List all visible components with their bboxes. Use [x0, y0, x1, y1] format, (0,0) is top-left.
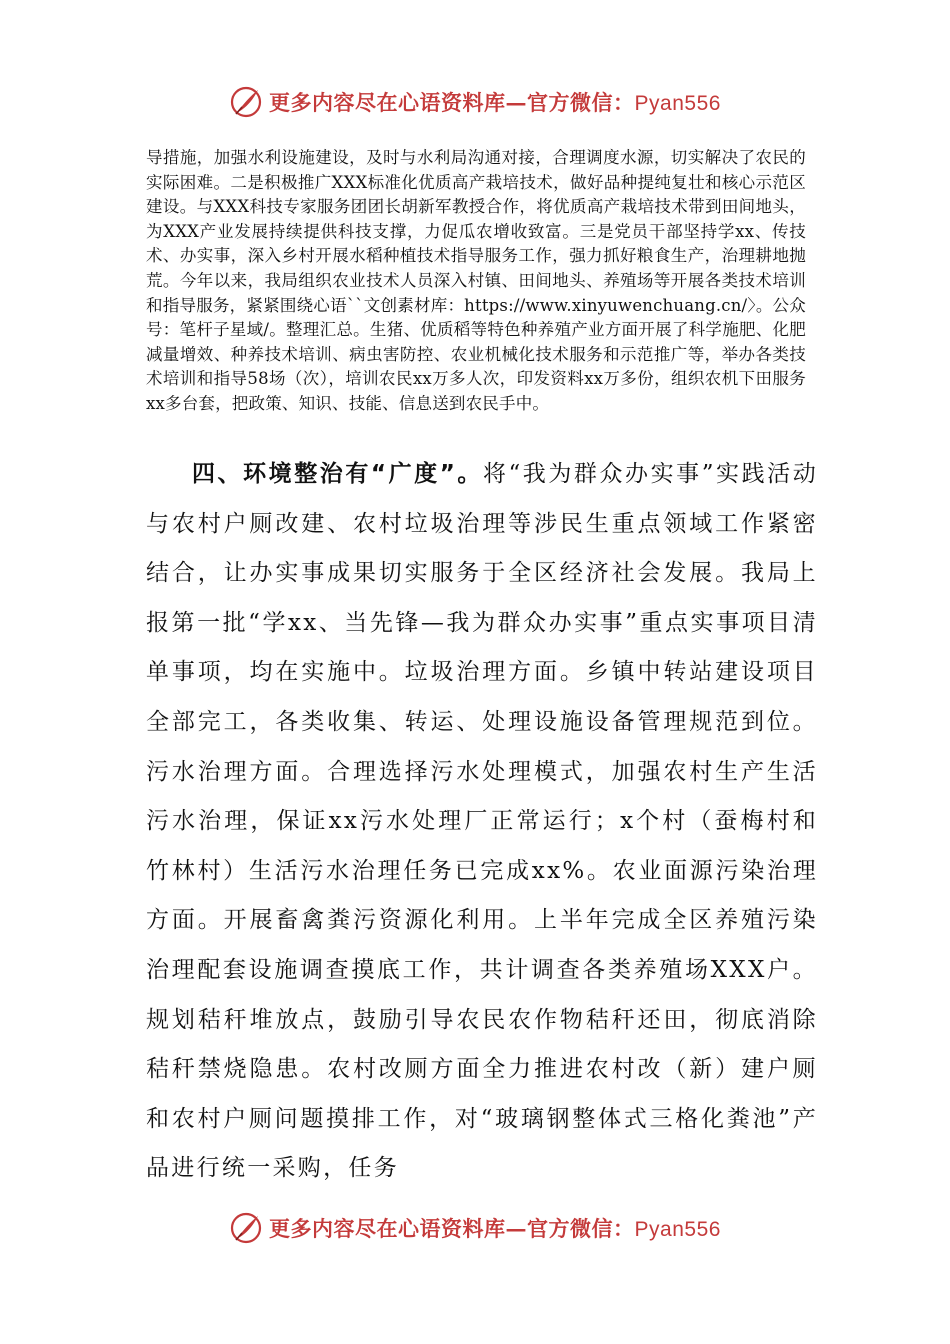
section-heading: 四、环境整治有“广度”。 [192, 461, 483, 487]
quill-pen-icon [229, 85, 263, 119]
watermark-text: 更多内容尽在心语资料库—官方微信：Pyan556 [269, 1216, 721, 1241]
section-four-paragraph [146, 450, 818, 1194]
quill-pen-icon [229, 1211, 263, 1245]
watermark-text: 更多内容尽在心语资料库—官方微信：Pyan556 [269, 90, 721, 115]
watermark-footer [0, 1208, 950, 1248]
watermark-header [0, 82, 950, 122]
body-paragraph-small: 导措施，加强水利设施建设，及时与水利局沟通对接，合理调度水源，切实解决了农民的实际困难。二是积极推广XXX标准化优质高产栽培技术，做好品种提纯复壮和核心示范区建设。与XXX科技专家服务团团长胡新军教授合作，将优质高产栽培技术带到田间地头，为XXX产业发展持续提供科技支撑，力促瓜农增收致富。三是党员干部坚持学xx、传技术、办实事，深入乡村开展水稻种植技术指导服务工作，强力抓好粮食生产，治理耕地抛荒。今年以来，我局组织农业技术人员深入村镇、田间地头、养殖场等开展各类技术培训和指导服务，紧紧围绕心语``文创素材库：https://www.xinyuwenchuang.cn/〉。公众号：笔杆子星域/。整理汇总。生猪、优质稻等特色种养殖产业方面开展了科学施肥、化肥减量增效、种养技术培训、病虫害防控、农业机械化技术服务和示范推广等，举办各类技术培训和指导58场（次），培训农民xx万多人次，印发资料xx万多份，组织农机下田服务xx多台套，把政策、知识、技能、信息送到农民手中。 [146, 148, 806, 413]
section-body-text: 将“我为群众办实事”实践活动与农村户厕改建、农村垃圾治理等涉民生重点领域工作紧密结合，让办实事成果切实服务于全区经济社会发展。我局上报第一批“学xx、当先锋—我为群众办实事”重点实事项目清单事项，均在实施中。垃圾治理方面。乡镇中转站建设项目全部完工，各类收集、转运、处理设施设备管理规范到位。污水治理方面。合理选择污水处理模式，加强农村生产生活污水治理，保证xx污水处理厂正常运行；x个村（蚕梅村和竹林村）生活污水治理任务已完成xx%。农业面源污染治理方面。开展畜禽粪污资源化利用。上半年完成全区养殖污染治理配套设施调查摸底工作，共计调查各类养殖场XXX户。规划秸秆堆放点，鼓励引导农民农作物秸秆还田，彻底消除秸秆禁烧隐患。农村改厕方面全力推进农村改（新）建户厕和农村户厕问题摸排工作，对“玻璃钢整体式三格化粪池”产品进行统一采购，任务 [146, 461, 819, 1182]
